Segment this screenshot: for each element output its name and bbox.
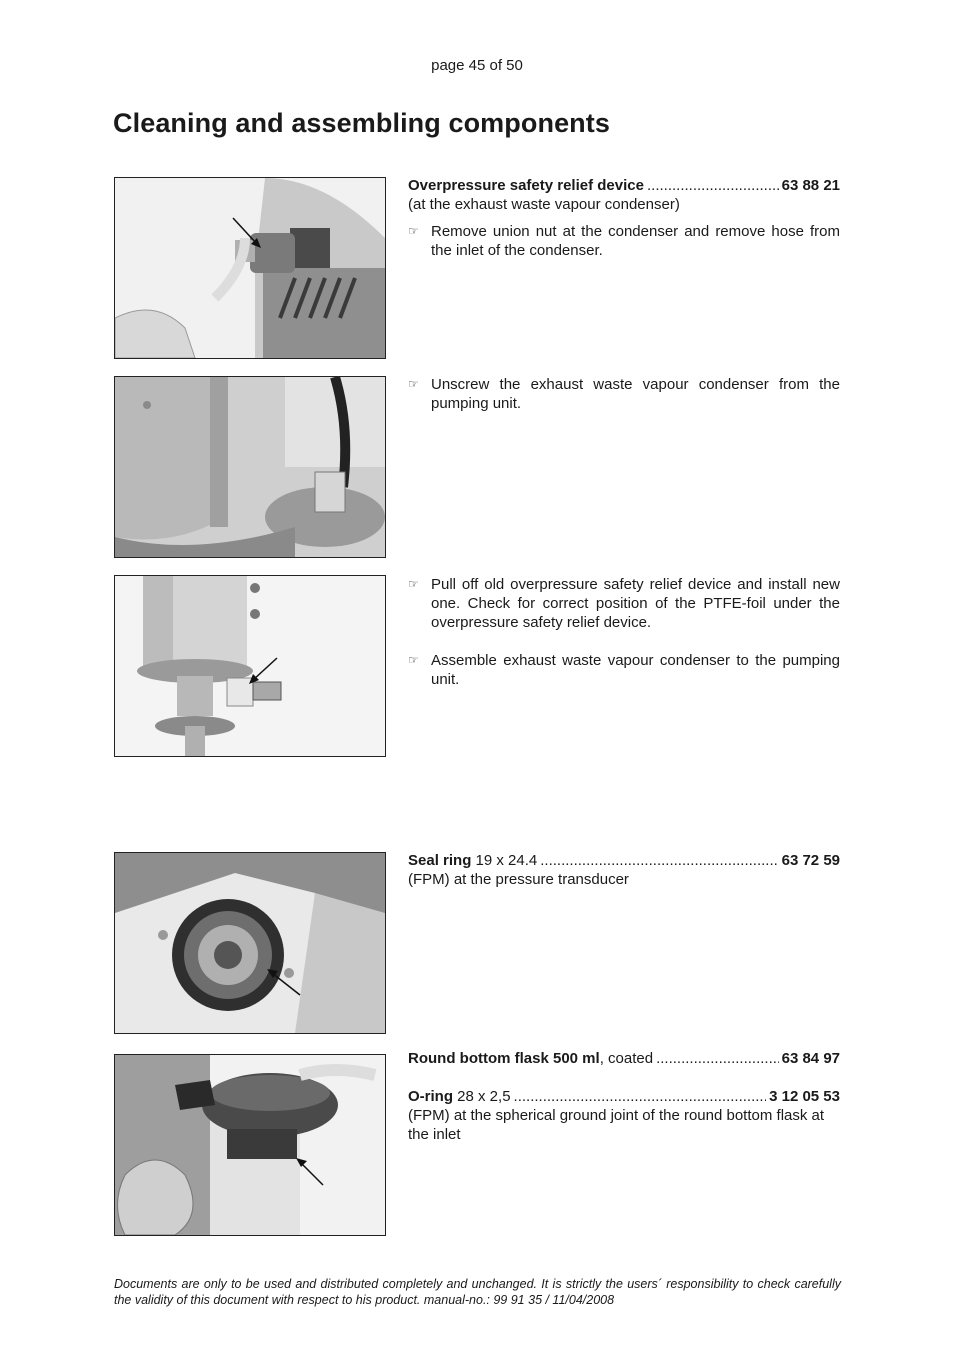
instruction-step: ☞ Unscrew the exhaust waste vapour condenser from the pumping unit. <box>408 376 840 412</box>
section-round-bottom-flask <box>408 1049 840 1144</box>
part-name: O-ring <box>408 1088 453 1105</box>
part-name: Overpressure safety relief device <box>408 177 644 194</box>
part-number: 63 88 21 <box>781 177 840 194</box>
photo-round-bottom-flask <box>114 1054 386 1236</box>
pointing-hand-icon: ☞ <box>408 224 419 238</box>
section-relief-device <box>408 176 840 260</box>
part-note: (FPM) at the pressure transducer <box>408 871 629 888</box>
pointing-hand-icon: ☞ <box>408 653 419 667</box>
part-line <box>408 851 840 870</box>
instruction-step: ☞ Assemble exhaust waste vapour condenser to the pumping unit. <box>408 652 840 688</box>
part-spec: 28 x 2,5 <box>453 1088 511 1105</box>
section-seal-ring <box>408 851 840 889</box>
part-number: 63 72 59 <box>781 852 840 869</box>
instruction-step: ☞ Remove union nut at the condenser and remove hose from the inlet of the condenser. <box>408 223 840 259</box>
instruction-step: ☞ Pull off old overpressure safety relief device and install new one. Check for correct position of the PTFE-foil under the overpressure safety relief device. <box>408 576 840 631</box>
photo-seal-ring <box>114 852 386 1034</box>
part-spec: , coated <box>599 1050 654 1067</box>
part-line <box>408 1087 840 1106</box>
photo-condenser-pumping-unit <box>114 376 386 558</box>
page-title: Cleaning and assembling components <box>113 108 610 138</box>
footer-disclaimer: Documents are only to be used and distributed completely and unchanged. It is strictly the users´ responsibility to check carefully the validity of this document with respect to his product. manual-no.: 99 91 35 / 11/04/2008 <box>114 1277 841 1307</box>
part-note: (FPM) at the spherical ground joint of the round bottom flask at the inlet <box>408 1107 825 1143</box>
part-note: (at the exhaust waste vapour condenser) <box>408 196 680 213</box>
section-unscrew-condenser <box>408 375 840 413</box>
part-number: 3 12 05 53 <box>769 1088 840 1105</box>
part-line <box>408 1049 840 1068</box>
part-number: 63 84 97 <box>781 1050 840 1067</box>
section-install-relief-device <box>408 575 840 689</box>
part-spec: 19 x 24.4 <box>471 852 538 869</box>
part-line <box>408 176 840 195</box>
part-name: Round bottom flask 500 ml <box>408 1050 600 1067</box>
page-number: page 45 of 50 <box>431 57 523 74</box>
photo-relief-device-install <box>114 575 386 757</box>
photo-relief-device-on-condenser <box>114 177 386 359</box>
pointing-hand-icon: ☞ <box>408 377 419 391</box>
part-name: Seal ring <box>408 852 472 869</box>
pointing-hand-icon: ☞ <box>408 577 419 591</box>
